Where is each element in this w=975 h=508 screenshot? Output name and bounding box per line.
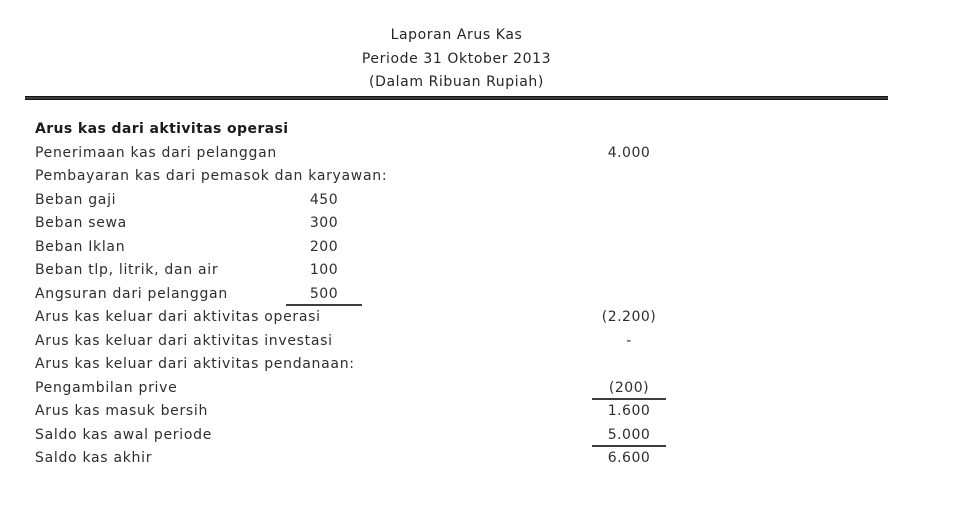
row-amount-total (592, 166, 666, 187)
row-amount-detail (286, 119, 362, 140)
row-amount-detail (286, 331, 362, 352)
document-title: Laporan Arus Kas (390, 27, 523, 43)
statement-row (0, 330, 975, 354)
document-header (25, 24, 888, 95)
row-label: Beban sewa (35, 215, 127, 231)
row-amount-detail (286, 448, 362, 469)
row-label: Beban Iklan (35, 238, 126, 255)
row-amount-total: 1.600 (607, 403, 651, 419)
row-amount-total: 5.000 (592, 425, 666, 448)
statement-row (0, 283, 975, 307)
row-label: Pengambilan prive (35, 379, 178, 396)
row-amount-total: (200) (592, 378, 666, 401)
row-label: Arus kas keluar dari aktivitas pendanaan: (35, 356, 355, 372)
row-amount-detail (286, 401, 362, 422)
document-unit-note: (Dalam Ribuan Rupiah) (369, 74, 544, 90)
row-amount-detail (286, 378, 362, 399)
statement-row (0, 189, 975, 213)
row-amount-total: 6.600 (607, 450, 651, 466)
statement-row (0, 259, 975, 283)
statement-row (0, 212, 975, 236)
row-amount-detail (286, 166, 362, 187)
row-amount-total: - (626, 332, 632, 349)
row-amount-detail (286, 143, 362, 164)
row-label: Pembayaran kas dari pemasok dan karyawan: (35, 168, 388, 184)
row-label: Beban tlp, litrik, dan air (35, 262, 219, 278)
row-label: Beban gaji (35, 191, 117, 208)
statement-row (0, 447, 975, 471)
row-amount-detail: 200 (309, 238, 339, 255)
row-label: Arus kas masuk bersih (35, 403, 209, 419)
statement-rows (0, 118, 975, 471)
statement-row (0, 377, 975, 401)
row-amount-detail (286, 354, 362, 375)
statement-row (0, 165, 975, 189)
row-amount-total (592, 190, 666, 211)
row-label: Penerimaan kas dari pelanggan (35, 144, 277, 161)
row-amount-total (592, 237, 666, 258)
document-period: Periode 31 Oktober 2013 (361, 50, 552, 67)
row-label: Angsuran dari pelanggan (35, 285, 228, 302)
row-amount-total (592, 260, 666, 281)
row-amount-total (592, 354, 666, 375)
statement-row (0, 353, 975, 377)
row-label: Saldo kas akhir (35, 450, 153, 466)
row-amount-total: (2.200) (601, 309, 657, 325)
row-amount-detail: 300 (309, 215, 339, 231)
row-label: Arus kas keluar dari aktivitas investasi (35, 332, 333, 349)
row-amount-total (592, 119, 666, 140)
row-amount-detail (286, 425, 362, 446)
statement-row (0, 118, 975, 142)
row-amount-detail: 100 (309, 262, 339, 278)
statement-row (0, 306, 975, 330)
row-amount-detail: 450 (309, 191, 339, 208)
statement-row (0, 142, 975, 166)
row-label: Saldo kas awal periode (35, 426, 213, 443)
row-amount-detail (286, 307, 362, 328)
row-amount-detail: 500 (286, 284, 362, 307)
statement-row (0, 424, 975, 448)
row-amount-total (592, 284, 666, 305)
row-label: Arus kas dari aktivitas operasi (35, 121, 289, 137)
statement-row (0, 400, 975, 424)
row-label: Arus kas keluar dari aktivitas operasi (35, 309, 321, 325)
header-divider-rule (25, 96, 888, 100)
row-amount-total (592, 213, 666, 234)
row-amount-total: 4.000 (607, 144, 651, 161)
statement-row (0, 236, 975, 260)
